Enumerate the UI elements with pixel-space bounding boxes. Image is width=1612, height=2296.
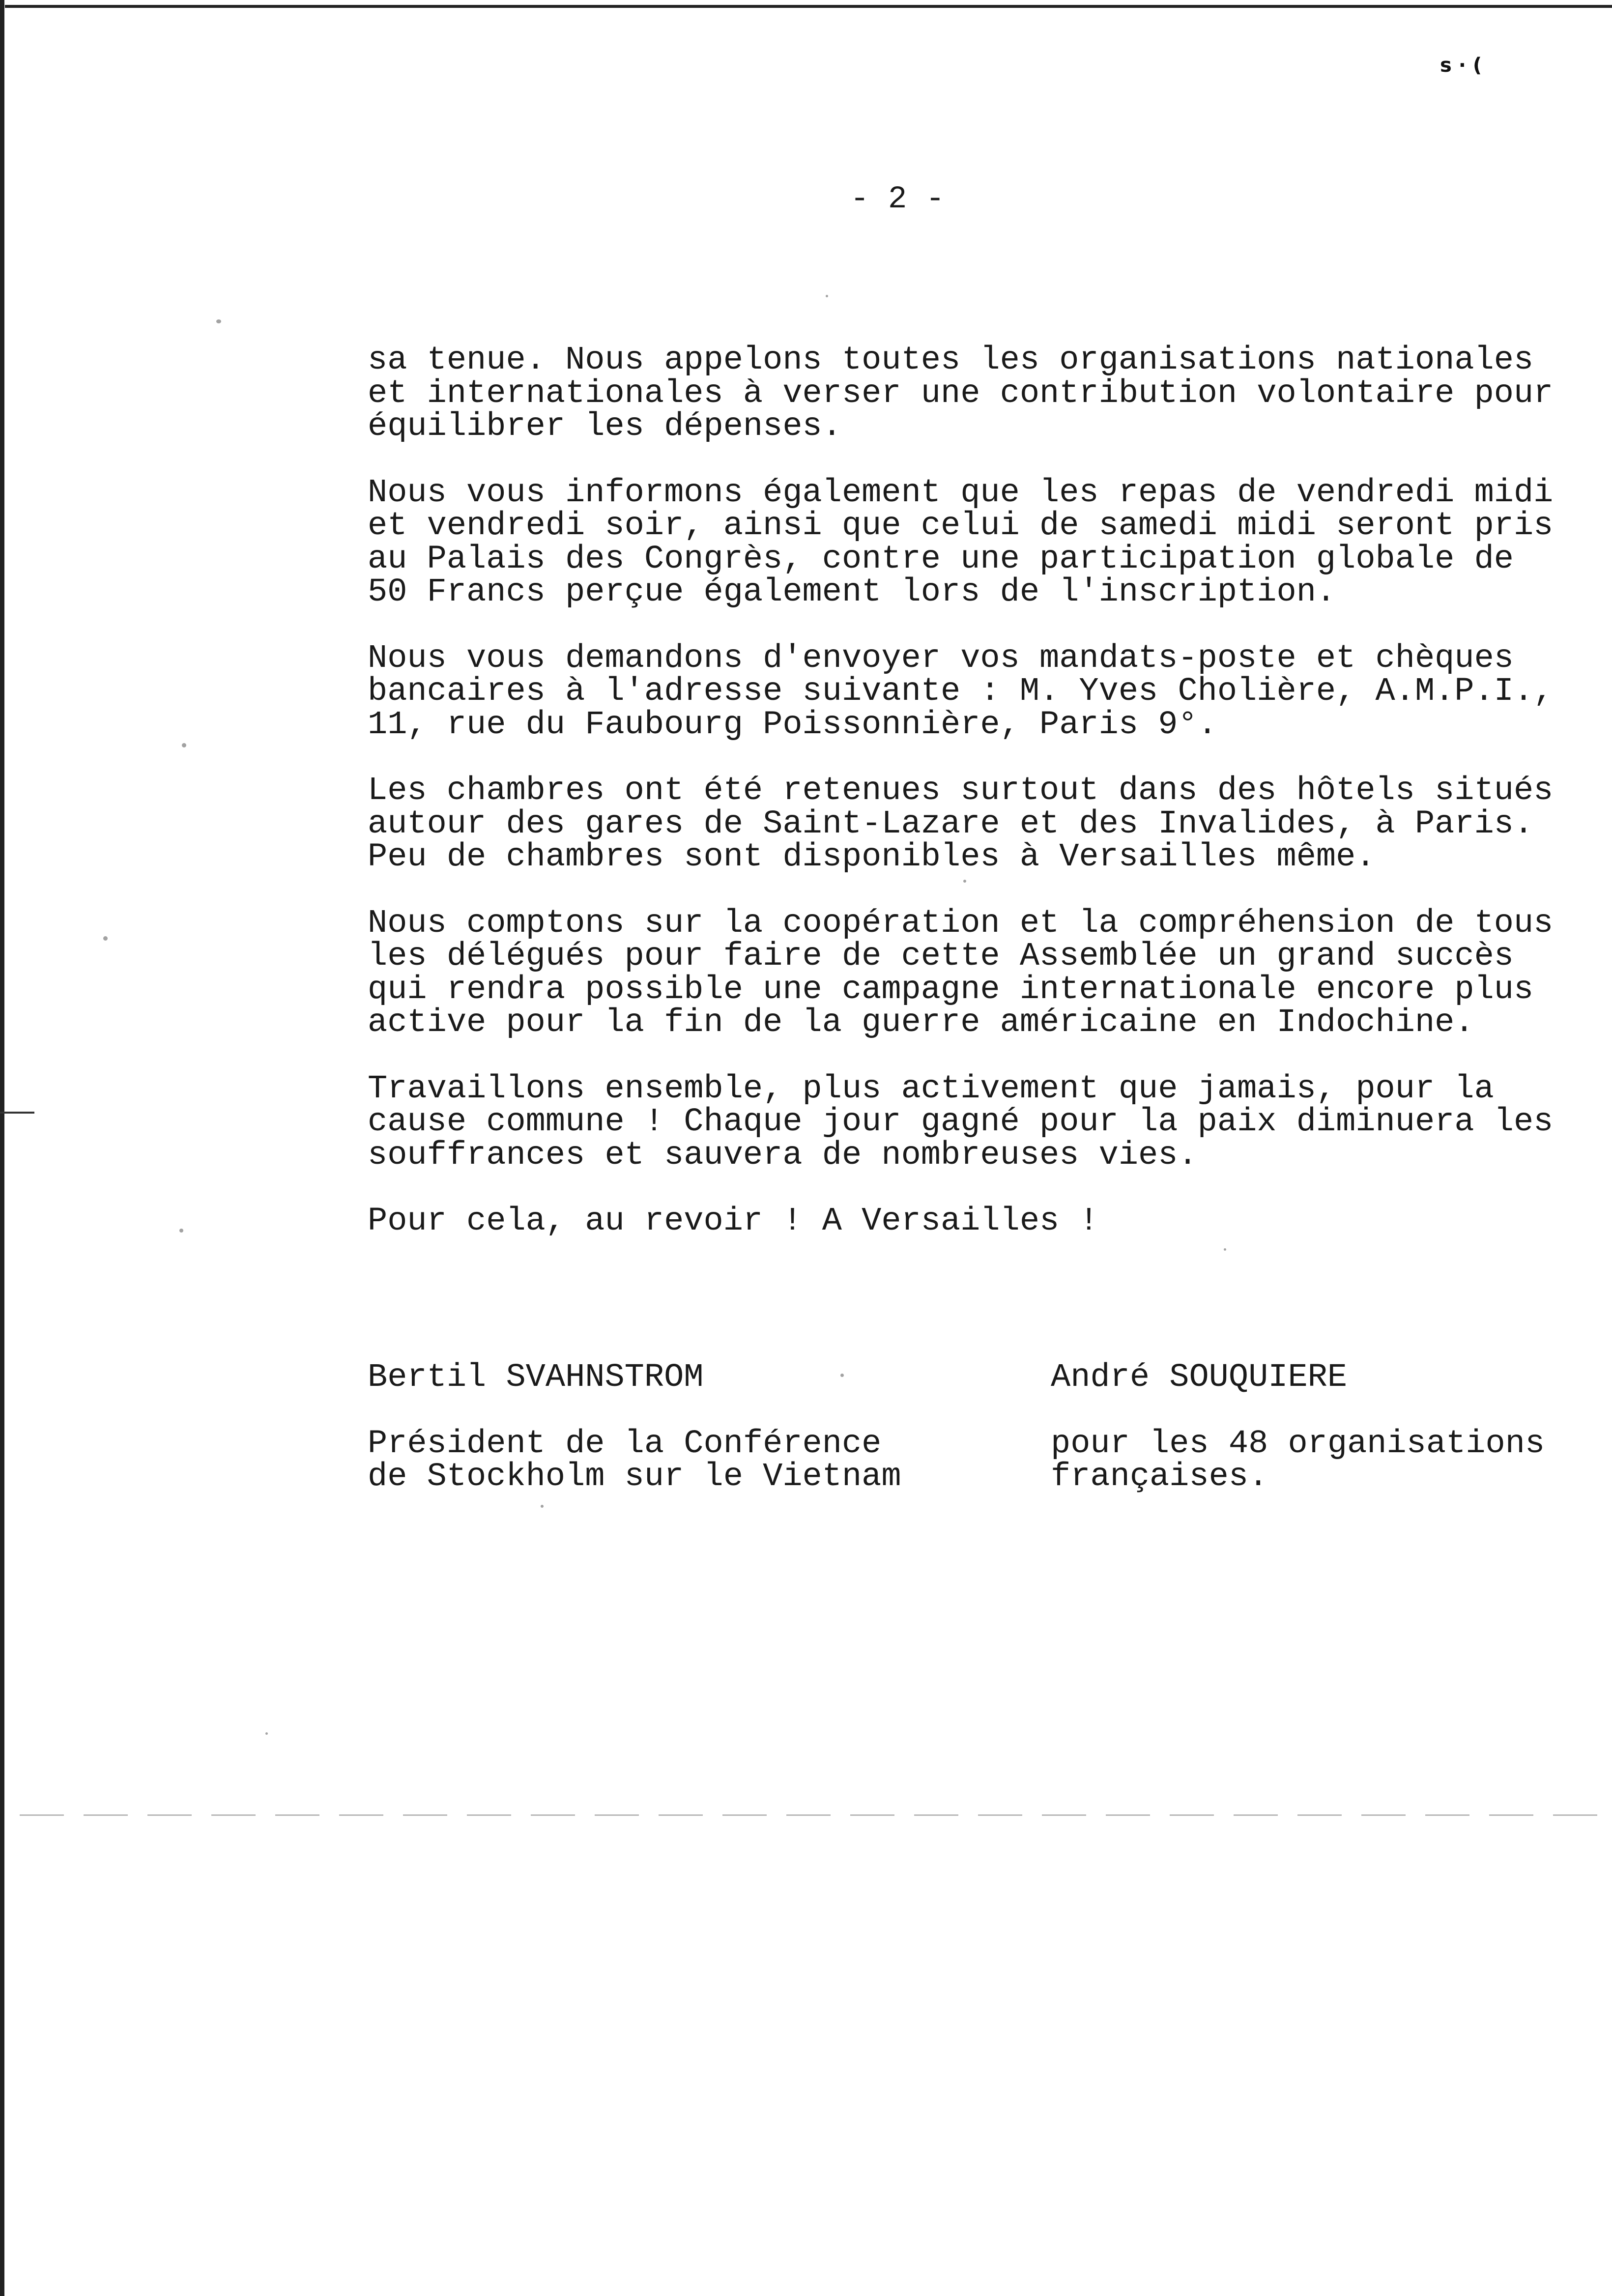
scan-speckle xyxy=(265,1732,268,1735)
scan-speckle xyxy=(103,936,108,941)
letter-body xyxy=(368,344,1586,1271)
signatory-title-left: Président de la Conférence de Stockholm sur le Vietnam xyxy=(368,1425,901,1495)
scan-speckle xyxy=(541,1505,544,1508)
faint-horizontal-rule xyxy=(20,1814,1602,1816)
paragraph-contribution: sa tenue. Nous appelons toutes les organisations nationales et internationales à verser une contribution volontaire pour équilibrer les dépenses. xyxy=(368,342,1554,445)
signature-right xyxy=(1051,1361,1586,1494)
paragraph-work-together: Travaillons ensemble, plus activement que jamais, pour la cause commune ! Chaque jour gagné pour la paix diminuera les souffrances et sauvera de nombreuses vies. xyxy=(368,1070,1554,1174)
page-number: - 2 - xyxy=(850,182,945,217)
signatory-name-right: André SOUQUIERE xyxy=(1051,1359,1348,1396)
signatory-name-left: Bertil SVAHNSTROM xyxy=(368,1359,704,1396)
paragraph-meals: Nous vous informons également que les repas de vendredi midi et vendredi soir, ainsi que celui de samedi midi seront pris au Palais des Congrès, contre une participation globale de 50 Francs perçue également lors de l'inscription. xyxy=(368,474,1554,611)
page-border-top xyxy=(5,5,1612,8)
scan-speckle xyxy=(216,319,221,323)
scan-speckle xyxy=(840,1374,844,1377)
corner-mark: s · ( xyxy=(1440,54,1482,77)
scan-speckle xyxy=(182,743,186,747)
scan-speckle xyxy=(1224,1248,1226,1251)
scan-speckle xyxy=(963,880,966,883)
scan-speckle xyxy=(826,295,828,297)
paragraph-farewell: Pour cela, au revoir ! A Versailles ! xyxy=(368,1203,1099,1240)
page-border-left xyxy=(0,0,4,2296)
paragraph-hotels: Les chambres ont été retenues surtout dans des hôtels situés autour des gares de Saint-Lazare et des Invalides, à Paris. Peu de chambres sont disponibles à Versailles même. xyxy=(368,772,1554,876)
paragraph-cooperation: Nous comptons sur la coopération et la compréhension de tous les délégués pour faire de cette Assemblée un grand succès qui rendra possible une campagne internationale encore plus active pour la fin de la guerre américaine en Indochine. xyxy=(368,904,1554,1041)
signatory-title-right: pour les 48 organisations françaises. xyxy=(1051,1425,1545,1495)
scan-speckle xyxy=(179,1229,183,1233)
paragraph-payment-address: Nous vous demandons d'envoyer vos mandats-poste et chèques bancaires à l'adresse suivante : M. Yves Cholière, A.M.P.I., 11, rue du Faubourg Poissonnière, Paris 9°. xyxy=(368,639,1554,744)
signature-left xyxy=(368,1361,1007,1494)
margin-tick-mark xyxy=(0,1112,34,1114)
